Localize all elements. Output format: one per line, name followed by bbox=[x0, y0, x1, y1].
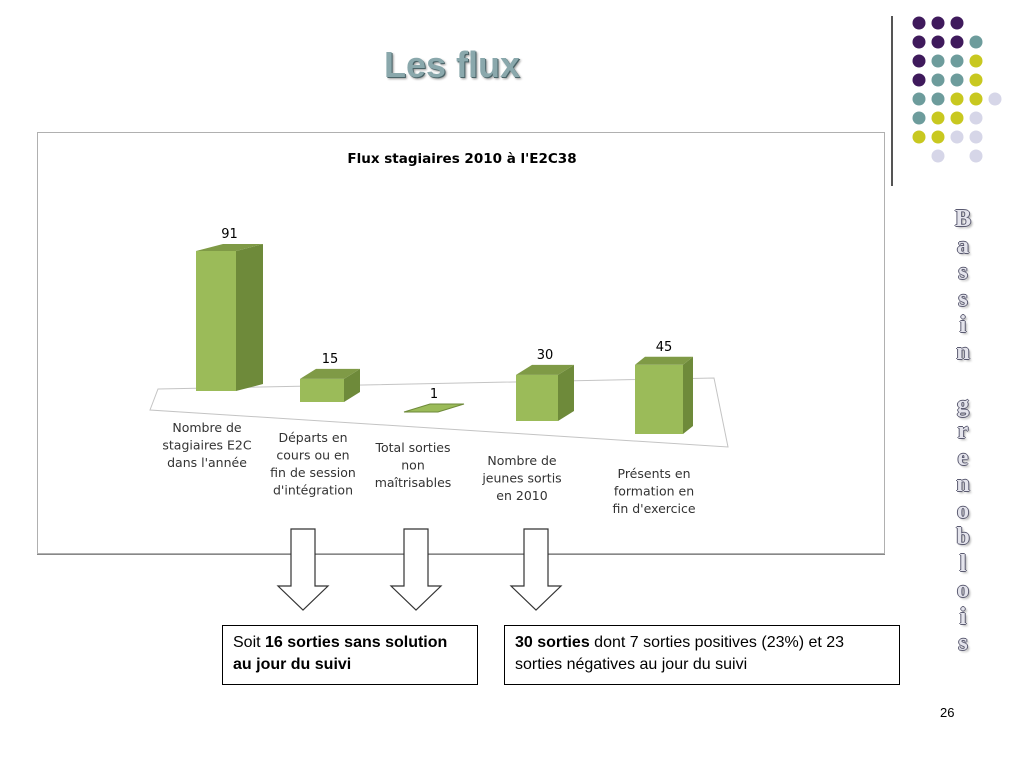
down-arrow-icon bbox=[389, 528, 443, 612]
note-left-bold: 16 sorties sans solution au jour du suivi bbox=[233, 634, 448, 673]
decorative-dot bbox=[951, 112, 964, 125]
category-label: en 2010 bbox=[496, 488, 548, 503]
decorative-dot bbox=[951, 55, 964, 68]
note-left-prefix: Soit bbox=[233, 634, 266, 651]
note-right-bold: 30 sorties bbox=[515, 634, 590, 651]
vertical-letter: l bbox=[959, 550, 967, 577]
vertical-letter: i bbox=[959, 312, 967, 338]
category-label: Nombre de bbox=[172, 420, 242, 435]
bar bbox=[196, 251, 236, 391]
category-label: fin d'exercice bbox=[612, 501, 696, 516]
chart-container bbox=[37, 132, 885, 554]
vertical-letter: g bbox=[957, 391, 969, 418]
down-arrow-icon bbox=[509, 528, 563, 612]
decorative-dot bbox=[932, 150, 945, 163]
decorative-dot bbox=[932, 112, 945, 125]
decorative-dot bbox=[932, 74, 945, 87]
category-label: stagiaires E2C bbox=[162, 437, 252, 453]
decorative-dot bbox=[913, 36, 926, 49]
decorative-dot bbox=[970, 74, 983, 87]
decorative-dot bbox=[932, 93, 945, 106]
vertical-letter: a bbox=[957, 232, 969, 259]
decorative-dot bbox=[951, 93, 964, 106]
category-label: jeunes sortis bbox=[482, 470, 562, 486]
category-label: fin de session bbox=[270, 465, 356, 480]
chart-title: Flux stagiaires 2010 à l'E2C38 bbox=[347, 151, 577, 167]
decorative-dot bbox=[932, 131, 945, 144]
decorative-dot bbox=[989, 93, 1002, 106]
category-label: Total sorties bbox=[375, 440, 451, 455]
category-label: d'intégration bbox=[272, 482, 354, 498]
decorative-dot bbox=[932, 55, 945, 68]
decorative-dot bbox=[932, 17, 945, 30]
decorative-dot bbox=[913, 131, 926, 144]
vertical-letter: r bbox=[957, 418, 969, 444]
decorative-dot bbox=[970, 93, 983, 106]
vertical-org-name bbox=[938, 206, 988, 657]
note-30-sorties bbox=[504, 625, 900, 685]
decorative-dot bbox=[913, 17, 926, 30]
decorative-dot-grid bbox=[910, 14, 1010, 174]
bar bbox=[516, 375, 558, 421]
vertical-letter: i bbox=[959, 603, 967, 630]
decorative-divider bbox=[891, 16, 893, 186]
decorative-dot bbox=[951, 131, 964, 144]
decorative-dot bbox=[951, 36, 964, 49]
category-label: dans l'année bbox=[167, 455, 247, 470]
category-label: maîtrisables bbox=[374, 475, 452, 490]
decorative-dot bbox=[951, 74, 964, 87]
vertical-letter: s bbox=[958, 630, 968, 656]
bar-side bbox=[236, 244, 263, 391]
decorative-dot bbox=[951, 17, 964, 30]
slide-title: Les flux bbox=[383, 44, 521, 85]
decorative-dot bbox=[932, 36, 945, 49]
decorative-dot bbox=[970, 150, 983, 163]
decorative-dot bbox=[913, 112, 926, 125]
decorative-dot bbox=[970, 36, 983, 49]
vertical-letter: b bbox=[956, 524, 970, 550]
decorative-dot bbox=[970, 55, 983, 68]
category-label: Présents en bbox=[617, 466, 691, 481]
vertical-letter: s bbox=[958, 259, 968, 285]
bar bbox=[635, 365, 683, 434]
category-label: non bbox=[401, 457, 425, 473]
decorative-dot bbox=[913, 55, 926, 68]
bar-chart bbox=[38, 133, 884, 553]
category-label: formation en bbox=[613, 483, 695, 499]
bar bbox=[300, 379, 344, 402]
vertical-letter: o bbox=[957, 497, 969, 524]
vertical-letter: o bbox=[957, 577, 969, 603]
page-number: 26 bbox=[940, 705, 955, 720]
data-label: 91 bbox=[221, 227, 238, 242]
decorative-dot bbox=[913, 74, 926, 87]
category-label: Départs en bbox=[278, 430, 348, 445]
down-arrow-icon bbox=[276, 528, 330, 612]
category-label: Nombre de bbox=[487, 453, 557, 468]
data-label: 45 bbox=[655, 339, 673, 355]
data-label: 15 bbox=[321, 351, 339, 367]
vertical-letter: n bbox=[956, 338, 970, 365]
vertical-letter: e bbox=[957, 444, 969, 471]
decorative-dot bbox=[970, 131, 983, 144]
decorative-dot bbox=[970, 112, 983, 125]
vertical-letter: B bbox=[954, 206, 971, 232]
decorative-dot bbox=[913, 93, 926, 106]
bar-top bbox=[635, 357, 693, 365]
bar-side bbox=[683, 357, 693, 434]
note-right-rest: dont 7 sorties positives (23%) et 23 sorties négatives au jour du suivi bbox=[515, 634, 845, 673]
data-label: 1 bbox=[429, 387, 439, 402]
vertical-letter: n bbox=[956, 471, 970, 497]
vertical-letter: s bbox=[958, 285, 968, 312]
data-label: 30 bbox=[536, 347, 554, 363]
category-label: cours ou en bbox=[276, 447, 350, 463]
note-sorties-sans-solution bbox=[222, 625, 478, 685]
